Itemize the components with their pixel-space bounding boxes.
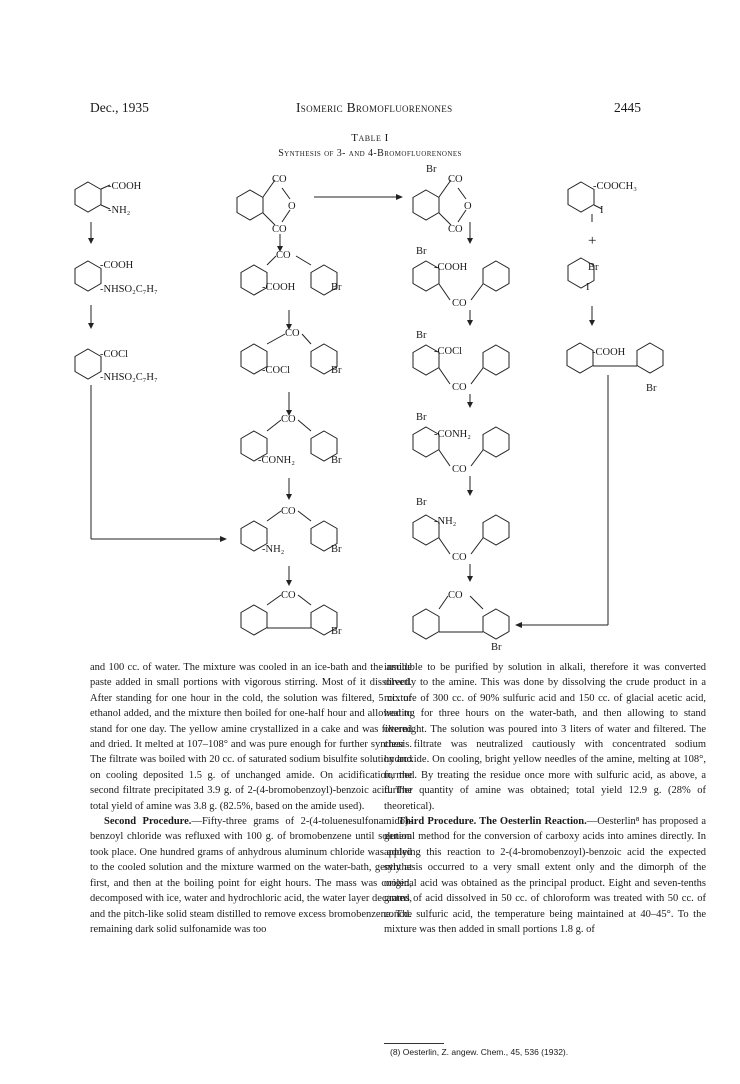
- svg-text:CO: CO: [452, 552, 467, 563]
- svg-text:Br: Br: [331, 365, 342, 376]
- svg-text:CO: CO: [448, 224, 463, 235]
- svg-text:-NH₂: -NH₂: [434, 516, 457, 527]
- svg-text:CO: CO: [452, 298, 467, 309]
- section-heading: Second Procedure.: [104, 816, 192, 828]
- tosyl-anthranilic-acid: [75, 260, 158, 295]
- svg-text:CO: CO: [281, 414, 296, 425]
- svg-text:I: I: [586, 282, 590, 293]
- bromobenzoyl-benzamide-4: [241, 414, 342, 466]
- svg-text:-COCl: -COCl: [434, 346, 463, 357]
- svg-text:Br: Br: [416, 412, 427, 423]
- paragraph-third-procedure: [384, 814, 706, 937]
- svg-text:-COOH: -COOH: [262, 282, 296, 293]
- svg-text:Br: Br: [646, 383, 657, 394]
- bromo-benzoyl-chloride-3: [413, 330, 509, 393]
- svg-text:-COCl: -COCl: [100, 349, 129, 360]
- phthalic-anhydride: [237, 174, 296, 235]
- svg-text:-COOH: -COOH: [592, 347, 626, 358]
- running-head-title: Isomeric Bromofluorenones: [296, 100, 453, 115]
- paragraph: and 100 cc. of water. The mixture was cooled in an ice-bath and the amide paste added in small portions with vigorous stirring. Most of it dissolved. After standing for one hour in the cold, the solution was filtered, 5 cc. of ethanol added, and the mixture then boiled for one-half hour and allowed to stand for one day. The yellow amine crystallized in a cake and was filtered and dried. It melted at 107–108° and was pure enough for further synthesis. The filtrate was boiled with 20 cc. of saturated sodium bisulfite solution and on cooling deposited 1.5 g. of unchanged amide. On acidification, the second filtrate precipitated 3.9 g. of 2-(4-bromobenzoyl)-benzoic acid. The total yield of amine was 3.8 g. (82.5%, based on the amide used).: [90, 662, 412, 812]
- bromobenzoyl-benzoyl-chloride-4: [241, 328, 342, 376]
- plus-sign: +: [588, 233, 597, 249]
- svg-text:CO: CO: [281, 506, 296, 517]
- bromofluorenone-3: [241, 590, 342, 637]
- page-number: 2445: [614, 100, 641, 115]
- svg-text:-NH₂: -NH₂: [262, 544, 285, 555]
- table-label: Table I: [351, 132, 389, 144]
- table-caption: Synthesis of 3- and 4-Bromofluorenones: [278, 148, 462, 159]
- footnote: (8) Oesterlin, Z. angew. Chem., 45, 536 (1932).: [390, 1047, 569, 1057]
- svg-text:Br: Br: [416, 330, 427, 341]
- amino-bromobenzophenone-4: [241, 506, 342, 555]
- anthranilic-acid: [75, 181, 142, 216]
- bromo-benzoyl-benzoic-acid-3: [413, 246, 509, 309]
- svg-text:CO: CO: [276, 250, 291, 261]
- paragraph: insoluble to be purified by solution in alkali, therefore it was converted directly to the amine. This was done by dissolving the crude product in a mixture of 300 cc. of 90% sulfuric acid and 150 cc. of glacial acetic acid, heating for three hours on the water-bath, and then allowing to stand overnight. The solution was poured into 3 liters of water and filtered. The clear filtrate was neutralized cautiously with concentrated sodium hydroxide. On cooling, bright yellow needles of the amine, melting at 108°, formed. By treating the residue once more with sulfuric acid, as above, a further quantity of amine was obtained; total yield 12.9 g. (28% of theoretical).: [384, 662, 706, 812]
- svg-text:-NHSO₂C₇H₇: -NHSO₂C₇H₇: [100, 284, 158, 295]
- svg-text:O: O: [464, 201, 472, 212]
- paragraph-body: —Oesterlin⁸ has proposed a general method for the conversion of carboxy acids into amines directly. In applying this reaction to 2-(4-bromobenzoyl)-benzoic acid the expected synthesis occurred to a very small extent only and the dimorph of the original acid was obtained as the principal product. Eight and seven-tenths grams of acid dissolved in 50 cc. of chloroform was treated with 50 cc. of concd. sulfuric acid, the temperature being maintained at 40–45°. To the mixture was then added in small portions 1.8 g. of: [384, 816, 706, 935]
- methyl-iodobenzoate: [568, 181, 637, 216]
- svg-text:Br: Br: [426, 164, 437, 175]
- section-heading: Third Procedure. The Oesterlin Reaction.: [398, 816, 587, 828]
- svg-text:Br: Br: [416, 246, 427, 257]
- svg-text:-COOCH₃: -COOCH₃: [593, 181, 637, 192]
- footnote-rule: [384, 1043, 444, 1044]
- bromobenzoyl-benzoic-acid-4: [241, 250, 342, 295]
- svg-text:CO: CO: [272, 224, 287, 235]
- svg-text:-NHSO₂C₇H₇: -NHSO₂C₇H₇: [100, 372, 158, 383]
- svg-text:Br: Br: [331, 544, 342, 555]
- bromo-iodobenzene: [568, 258, 599, 293]
- svg-text:CO: CO: [272, 174, 287, 185]
- text-column-left: [90, 660, 412, 937]
- svg-text:CO: CO: [448, 590, 463, 601]
- svg-text:Br: Br: [416, 497, 427, 508]
- svg-text:O: O: [288, 201, 296, 212]
- svg-text:-CONH₂: -CONH₂: [434, 429, 471, 440]
- svg-text:Br: Br: [331, 455, 342, 466]
- svg-text:-COCl: -COCl: [262, 365, 291, 376]
- amino-bromobenzophenone-3: [413, 497, 509, 563]
- label-cooh: -COOH: [108, 181, 142, 192]
- svg-text:CO: CO: [452, 382, 467, 393]
- svg-text:Br: Br: [331, 626, 342, 637]
- text-column-right: [384, 660, 706, 937]
- tosyl-anthraniloyl-chloride: [75, 349, 158, 383]
- svg-text:Br: Br: [588, 262, 599, 273]
- svg-text:Br: Br: [331, 282, 342, 293]
- bromo-biphenyl-carboxylic-acid: [567, 343, 663, 394]
- bromophthalic-anhydride: [413, 164, 472, 235]
- svg-text:CO: CO: [452, 464, 467, 475]
- bromo-benzamide-3: [413, 412, 509, 475]
- svg-text:CO: CO: [448, 174, 463, 185]
- svg-text:CO: CO: [281, 590, 296, 601]
- svg-text:-COOH: -COOH: [434, 262, 468, 273]
- running-head-date: Dec., 1935: [90, 100, 149, 115]
- bromofluorenone-4: [413, 590, 509, 653]
- svg-text:I: I: [600, 205, 604, 216]
- svg-text:Br: Br: [491, 642, 502, 653]
- svg-text:CO: CO: [285, 328, 300, 339]
- paragraph-second-procedure: [90, 814, 412, 937]
- label-nh2: -NH₂: [108, 205, 131, 216]
- paragraph-body: —Fifty-three grams of 2-(4-toluenesulfonamido)-benzoyl chloride was refluxed with 100 g. of bromobenzene until solution took place. One hundred grams of anhydrous aluminum chloride was added to the cooled solution and the mixture warmed on the water-bath, gently at first, and then at the boiling point for eight hours. The mass was cooled, decomposed with ice, water and hydrochloric acid, the water layer decanted, and the pitch-like solid steam distilled to remove excess bromobenzene. The remaining dark solid sulfonamide was too: [90, 816, 412, 935]
- svg-text:-CONH₂: -CONH₂: [258, 455, 295, 466]
- svg-text:-COOH: -COOH: [100, 260, 134, 271]
